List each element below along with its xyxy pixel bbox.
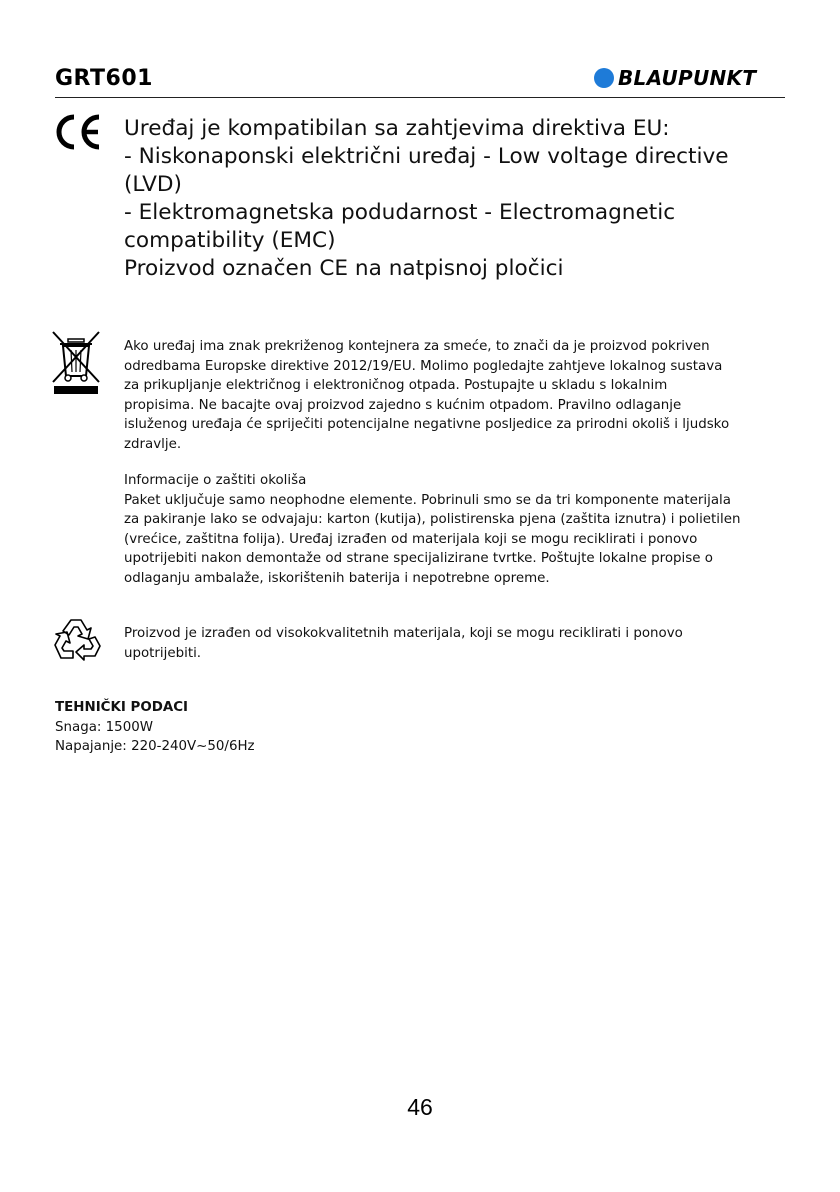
brand-dot-icon <box>594 68 614 88</box>
ce-compliance-text <box>124 115 794 283</box>
paragraph-line: za pakiranje lako se odvajaju: karton (kutija), polistirenska pjena (zaštita iznutra) i polietilen <box>124 512 741 527</box>
paragraph-line: Paket uključuje samo neophodne elemente. Pobrinuli smo se da tri komponente materijala <box>124 492 731 508</box>
brand-logo <box>594 66 756 90</box>
ce-line: compatibility (EMC) <box>124 228 336 253</box>
paragraph-line: odredbama Europske direktive 2012/19/EU. Molimo pogledajte zahtjeve lokalnog sustava <box>124 358 723 374</box>
paragraph-line: upotrijebiti. <box>124 645 202 661</box>
paragraph-line: isluženog uređaja će spriječiti potencijalne negativne posljedice za prirodni okoliš i ljudsko <box>124 417 730 432</box>
paragraph-line: propisima. Ne bacajte ovaj proizvod zajedno s kućnim otpadom. Pravilno odlaganje <box>124 397 682 413</box>
paragraph-line: Ako uređaj ima znak prekriženog kontejnera za smeće, to znači da je proizvod pokriven <box>124 339 710 354</box>
paragraph-line: (vrećice, zaštitna folija). Uređaj izrađen od materijala koji se mogu reciklirati i ponovo <box>124 531 698 547</box>
paragraph-line: za prikupljanje električnog i elektroničnog otpada. Postupajte u skladu s lokalnim <box>124 378 668 393</box>
brand-name: BLAUPUNKT <box>618 66 757 90</box>
power-spec: Snaga: 1500W <box>55 719 153 735</box>
paragraph-line: Proizvod je izrađen od visokokvalitetnih materijala, koji se mogu reciklirati i ponovo <box>124 626 683 641</box>
paragraph-line: odlaganju ambalaže, iskorištenih baterija i nepotrebne opreme. <box>124 570 550 586</box>
model-name: GRT601 <box>55 66 153 91</box>
weee-paragraph <box>124 337 774 454</box>
supply-spec: Napajanje: 220-240V~50/6Hz <box>55 739 255 754</box>
paragraph-line: upotrijebiti nakon demontaže od strane specijalizirane tvrtke. Poštujte lokalne propise o <box>124 551 713 566</box>
recycle-icon <box>51 615 103 669</box>
environment-paragraph <box>124 471 774 588</box>
ce-mark-icon <box>53 112 103 156</box>
recycle-paragraph <box>124 624 774 663</box>
technical-data <box>55 698 255 757</box>
paragraph-line: zdravlje. <box>124 436 182 452</box>
ce-line: Uređaj je kompatibilan sa zahtjevima direktiva EU: <box>124 116 670 141</box>
header-divider <box>55 97 785 98</box>
ce-line: - Niskonaponski električni uređaj - Low voltage directive <box>124 144 729 169</box>
ce-line: Proizvod označen CE na natpisnoj pločici <box>124 256 564 281</box>
page-number: 46 <box>407 1094 433 1120</box>
ce-line: (LVD) <box>124 172 182 197</box>
ce-line: - Elektromagnetska podudarnost - Electromagnetic <box>124 200 676 225</box>
environment-heading: Informacije o zaštiti okoliša <box>124 473 307 488</box>
crossed-bin-icon <box>51 330 101 400</box>
technical-title: TEHNIČKI PODACI <box>55 700 189 715</box>
